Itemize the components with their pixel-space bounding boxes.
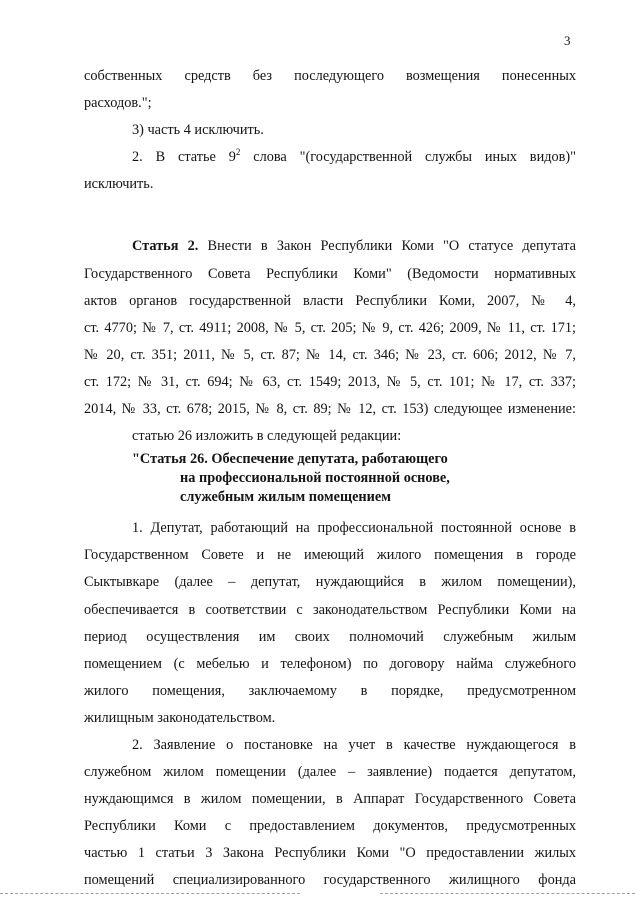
title-line: "Статья 26. Обеспечение депутата, работающего: [132, 451, 448, 468]
paragraph-1: [84, 515, 576, 732]
title-line: служебным жилым помещением: [180, 489, 391, 506]
text-line: 2014, № 33, ст. 678; 2015, № 8, ст. 89; № 12, ст. 153) следующее изменение:: [84, 401, 576, 418]
text-fragment: слова "(государственной службы иных видов)": [240, 149, 576, 166]
text-line: Республики Коми с предоставлением документов, предусмотренных: [84, 818, 576, 835]
text-line: служебном жилом помещении (далее – заявление) подается депутатом,: [84, 764, 576, 781]
list-item: [84, 144, 576, 171]
text-line: жилого помещения, заключаемому в порядке, предусмотренном: [84, 682, 576, 699]
article-2-intro: [84, 233, 576, 260]
text-line: исключить.: [84, 176, 154, 193]
text-line: Государственного Совета Республики Коми" (Ведомости нормативных: [84, 265, 576, 282]
text-line: Государственном Совете и не имеющий жилого помещения в городе: [84, 547, 576, 564]
text-fragment: Внести в Закон Республики Коми "О статусе депутата: [198, 238, 576, 255]
list-item: 3) часть 4 исключить.: [132, 122, 264, 139]
text-line: 1. Депутат, работающий на профессиональной постоянной основе в: [132, 520, 576, 537]
text-line: собственных средств без последующего возмещения понесенных: [84, 68, 576, 84]
article-2-label: Статья 2.: [132, 238, 199, 255]
scan-edge-line: [0, 893, 300, 894]
text-line: помещением (с мебелью и телефоном) по договору найма служебного: [84, 655, 576, 672]
page-number: 3: [564, 33, 571, 48]
text-line: № 20, ст. 351; 2011, № 5, ст. 87; № 14, ст. 346; № 23, ст. 606; 2012, № 7,: [84, 346, 576, 363]
text-line: период осуществления им своих полномочий служебным жилым: [84, 628, 576, 645]
article-26-title: [84, 450, 576, 507]
text-line: ст. 4770; № 7, ст. 4911; 2008, № 5, ст. 205; № 9, ст. 426; 2009, № 11, ст. 171;: [84, 319, 576, 336]
text-line: частью 1 статьи 3 Закона Республики Коми "О предоставлении жилых: [84, 845, 576, 862]
title-line: на профессиональной постоянной основе,: [180, 470, 450, 487]
text-line: обеспечивается в соответствии с законодательством Республики Коми на: [84, 601, 576, 618]
spacer: [84, 225, 576, 233]
spacer: [84, 198, 576, 225]
text-fragment: 2. В статье 9: [132, 149, 236, 166]
text-line: актов органов государственной власти Республики Коми, 2007, № 4,: [84, 292, 576, 309]
paragraph-2: [84, 732, 576, 895]
text-line: Сыктывкаре (далее – депутат, нуждающийся в жилом помещении),: [84, 574, 576, 591]
text-line: помещений специализированного государственного жилищного фонда: [84, 872, 576, 889]
text-line: 2. Заявление о постановке на учет в качестве нуждающегося в: [132, 736, 576, 753]
text-line: жилищным законодательством.: [84, 709, 276, 726]
document-body: [84, 63, 576, 895]
text-line: расходов.";: [84, 95, 152, 112]
superscript: 2: [235, 147, 241, 158]
text-line: нуждающимся в жилом помещении, в Аппарат Государственного Совета: [84, 791, 576, 808]
scan-edge-line: [380, 893, 635, 894]
text-line: статью 26 изложить в следующей редакции:: [132, 428, 402, 445]
text-line: ст. 172; № 31, ст. 694; № 63, ст. 1549; 2013, № 5, ст. 101; № 17, ст. 337;: [84, 373, 576, 390]
